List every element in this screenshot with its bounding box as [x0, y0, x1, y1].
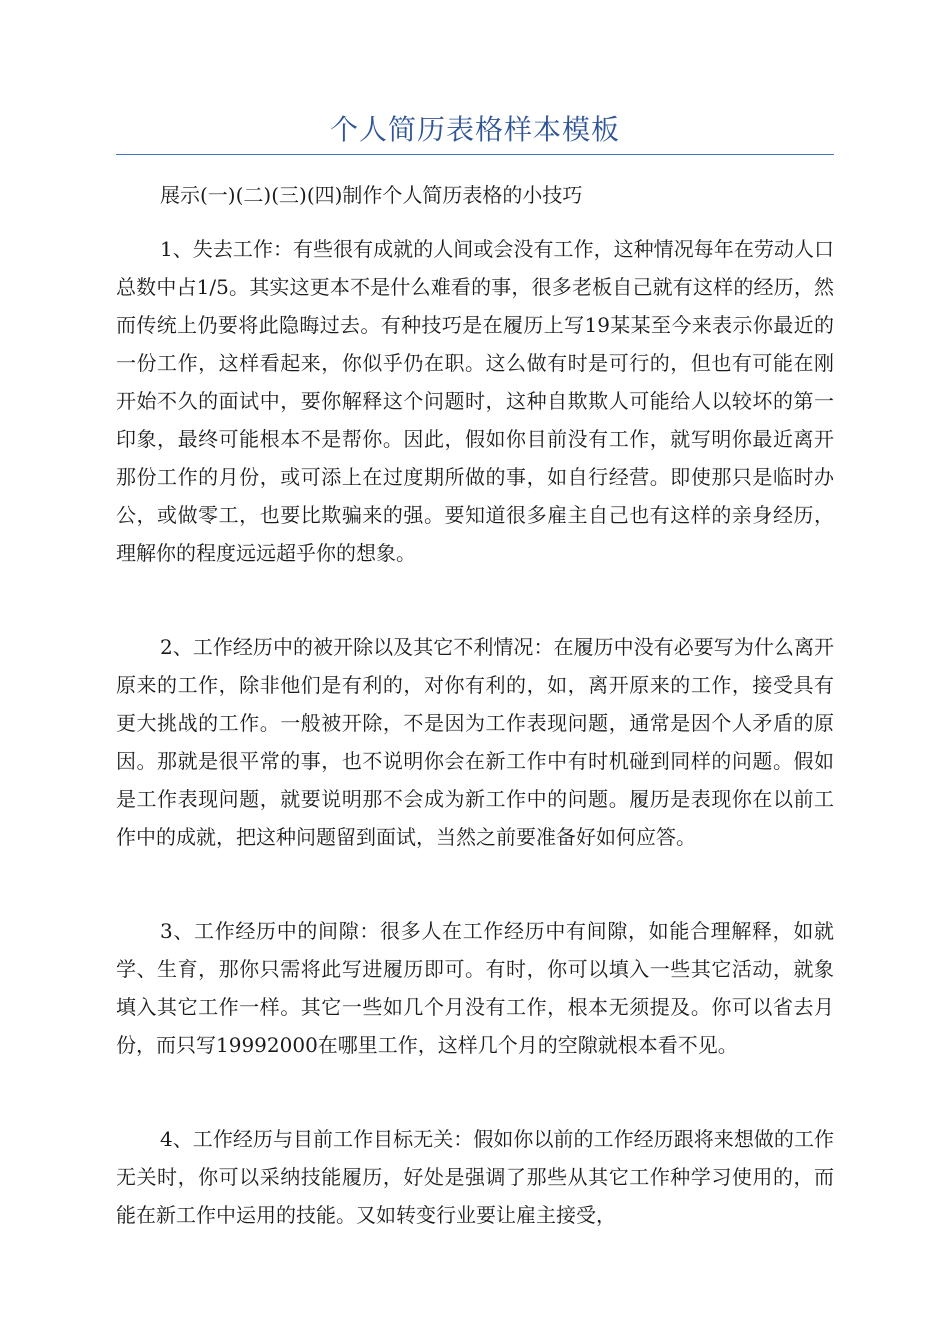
paragraph-2: 2、工作经历中的被开除以及其它不利情况：在履历中没有必要写为什么离开原来的工作，除非他们是有利的，对你有利的，如，离开原来的工作，接受具有更大挑战的工作。一般被开除，不是因为工作表现问题，通常是因个人矛盾的原因。那就是很平常的事，也不说明你会在新工作中有时机碰到同样的问题。假如是工作表现问题，就要说明那不会成为新工作中的问题。履历是表现你在以前工作中的成就，把这种问题留到面试，当然之前要准备好如何应答。 [116, 635, 834, 849]
paragraph-3: 3、工作经历中的间隙：很多人在工作经历中有间隙，如能合理解释，如就学、生育，那你只需将此写进履历即可。有时，你可以填入一些其它活动，就象填入其它工作一样。其它一些如几个月没有工作，根本无须提及。你可以省去月份，而只写19992000在哪里工作，这样几个月的空隙就根本看不见。 [116, 919, 834, 1057]
intro-line: 展示(一)(二)(三)(四)制作个人简历表格的小技巧 [160, 183, 583, 207]
paragraph-4: 4、工作经历与目前工作目标无关：假如你以前的工作经历跟将来想做的工作无关时，你可以采纳技能履历，好处是强调了那些从其它工作种学习使用的，而能在新工作中运用的技能。又如转变行业要让雇主接受， [116, 1127, 834, 1227]
document-title: 个人简历表格样本模板 [329, 113, 620, 146]
paragraph-1: 1、失去工作：有些很有成就的人间或会没有工作，这种情况每年在劳动人口总数中占1/5。其实这更本不是什么难看的事，很多老板自己就有这样的经历，然而传统上仍要将此隐晦过去。有种技巧是在履历上写19某某至今来表示你最近的一份工作，这样看起来，你似乎仍在职。这么做有时是可行的，但也有可能在刚开始不久的面试中，要你解释这个问题时，这种自欺欺人可能给人以较坏的第一印象，最终可能根本不是帮你。因此，假如你目前没有工作，就写明你最近离开那份工作的月份，或可添上在过度期所做的事，如自行经营。即使那只是临时办公，或做零工，也要比欺骗来的强。要知道很多雇主自己也有这样的亲身经历，理解你的程度远远超乎你的想象。 [116, 237, 834, 565]
title-underline [116, 154, 834, 155]
